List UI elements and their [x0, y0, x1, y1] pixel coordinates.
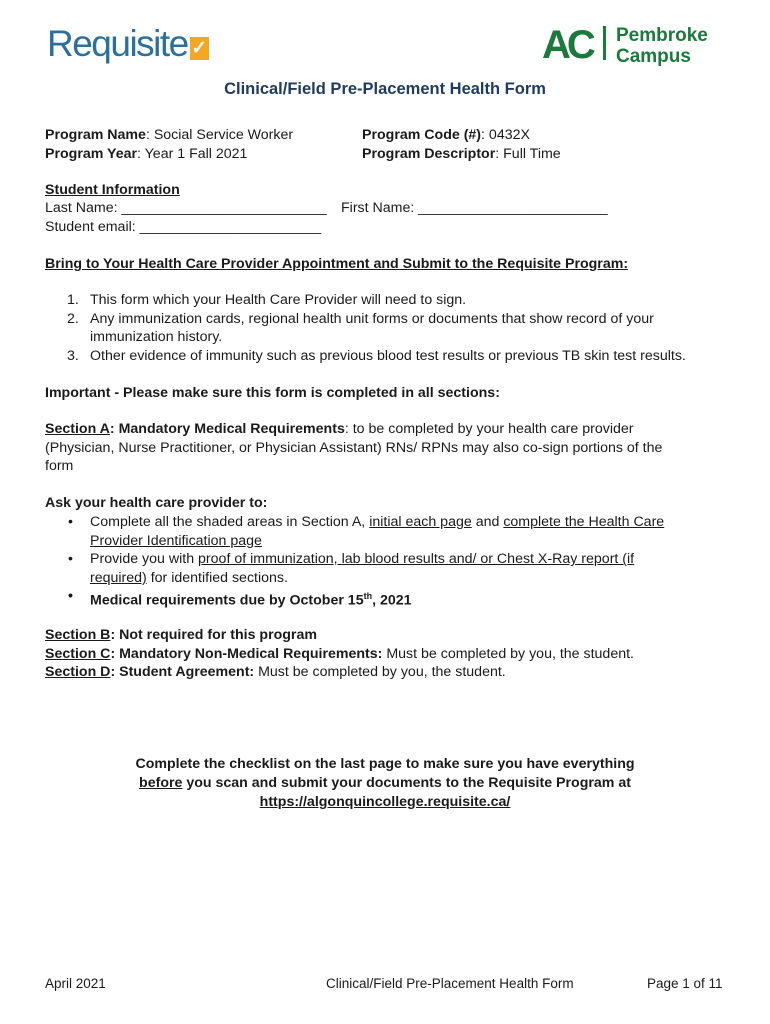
- section-c-title: : Mandatory Non-Medical Requirements:: [110, 646, 383, 662]
- proof-of-immunization-text: proof of immunization, lab blood results and/ or Chest X-Ray report (if: [198, 551, 635, 568]
- program-name-label: Program Name: [45, 127, 146, 143]
- program-year-label: Program Year: [45, 146, 138, 162]
- last-name-field[interactable]: Last Name: __________________________: [45, 200, 327, 216]
- program-year: [45, 145, 247, 164]
- list-text: Provide you with: [90, 551, 199, 568]
- requisite-url[interactable]: [0, 793, 770, 812]
- list-number: 2.: [67, 310, 79, 327]
- before-text: before: [139, 775, 183, 791]
- list-text: Complete all the shaded areas in Section A,: [90, 514, 370, 530]
- list-item: [45, 347, 745, 366]
- due-date-text: Medical requirements due by October 15: [90, 593, 364, 610]
- required-text: required): [90, 569, 147, 586]
- section-d-text: Must be completed by you, the student.: [254, 664, 506, 680]
- program-descriptor: [362, 145, 561, 164]
- provider-id-page-text: Provider Identification page: [90, 532, 262, 549]
- list-item: [45, 587, 745, 610]
- list-item: [45, 310, 745, 347]
- complete-provider-id-text: complete the Health Care: [503, 514, 665, 530]
- page-title: Clinical/Field Pre-Placement Health Form: [224, 80, 546, 98]
- section-d-label: Section D: [45, 664, 111, 680]
- program-code-value: : 0432X: [481, 127, 530, 143]
- list-text: and: [471, 514, 504, 530]
- checklist-line-2-text: you scan and submit your documents to the Requisite Program at: [182, 775, 631, 791]
- program-year-value: : Year 1 Fall 2021: [137, 146, 248, 162]
- section-a-text-3: form: [45, 458, 74, 475]
- program-descriptor-value: : Full Time: [495, 146, 561, 162]
- ac-logo-mark: [542, 24, 722, 66]
- bullet-icon: •: [68, 514, 73, 530]
- student-email-field[interactable]: Student email: _______________________: [45, 219, 322, 235]
- campus-text: Campus: [616, 46, 691, 66]
- bullet-icon: •: [68, 588, 73, 605]
- footer-page-number: Page 1 of 11: [647, 976, 723, 991]
- section-b-label: Section B: [45, 627, 111, 643]
- requisite-logo: [47, 22, 209, 66]
- section-a-label: Section A: [45, 421, 110, 437]
- program-code: [362, 126, 530, 145]
- list-number: 3.: [67, 347, 79, 364]
- ac-mark-text: AC: [542, 24, 592, 66]
- section-c-label: Section C: [45, 646, 111, 662]
- due-date-sup: th: [363, 591, 373, 602]
- list-item: [45, 291, 745, 310]
- section-a: [45, 420, 735, 476]
- check-icon: ✓: [191, 38, 208, 59]
- checklist-line-2: [0, 774, 770, 793]
- program-name-value: : Social Service Worker: [145, 127, 294, 143]
- list-text: Any immunization cards, regional health unit forms or documents that show record of your: [90, 310, 654, 327]
- checklist-line-1: Complete the checklist on the last page to make sure you have everything: [135, 756, 635, 772]
- initial-each-page-text: initial each page: [369, 514, 472, 530]
- list-text: Other evidence of immunity such as previous blood test results or previous TB skin test results.: [90, 347, 686, 364]
- algonquin-pembroke-logo: [542, 24, 722, 72]
- due-date-year: , 2021: [372, 593, 412, 610]
- pembroke-text: Pembroke: [616, 25, 708, 46]
- footer-title: Clinical/Field Pre-Placement Health Form: [326, 976, 574, 991]
- program-descriptor-label: Program Descriptor: [362, 146, 496, 162]
- section-d: [45, 663, 506, 682]
- program-code-label: Program Code (#): [362, 127, 482, 143]
- section-c-text: Must be completed by you, the student.: [382, 646, 634, 662]
- list-text: This form which your Health Care Provider will need to sign.: [90, 292, 467, 308]
- section-b-text: : Not required for this program: [110, 627, 317, 643]
- section-c: [45, 645, 634, 664]
- list-item: [45, 550, 745, 587]
- list-number: 1.: [67, 292, 79, 308]
- bullet-icon: •: [68, 551, 73, 568]
- ask-list: [45, 513, 745, 611]
- first-name-field[interactable]: First Name: ________________________: [341, 200, 608, 216]
- bring-heading: Bring to Your Health Care Provider Appointment and Submit to the Requisite Program:: [45, 256, 629, 272]
- footer-date: April 2021: [45, 976, 106, 991]
- requisite-url-link[interactable]: https://algonquincollege.requisite.ca/: [259, 794, 511, 810]
- section-a-title: : Mandatory Medical Requirements: [109, 421, 345, 437]
- student-info-heading: Student Information: [45, 182, 180, 198]
- section-d-title: : Student Agreement:: [110, 664, 255, 680]
- section-a-text-2: (Physician, Nurse Practitioner, or Physician Assistant) RNs/ RPNs may also co-sign portions of the: [45, 439, 663, 456]
- bring-list: [45, 291, 745, 365]
- list-text-continued: immunization history.: [90, 329, 223, 346]
- logo-divider: [603, 26, 606, 60]
- section-a-text: : to be completed by your health care provider: [344, 421, 634, 437]
- program-name: [45, 126, 293, 145]
- list-item: [45, 513, 745, 550]
- requisite-logo-text: Requisite: [47, 23, 188, 64]
- ask-heading: Ask your health care provider to:: [45, 495, 268, 511]
- important-note: Important - Please make sure this form is completed in all sections:: [45, 385, 500, 401]
- section-b: [45, 626, 317, 645]
- list-text: for identified sections.: [146, 569, 288, 586]
